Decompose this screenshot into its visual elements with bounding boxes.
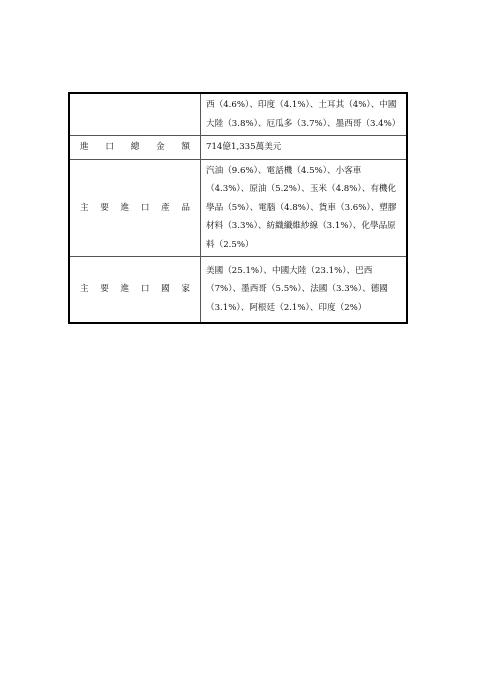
import-statistics-table bbox=[68, 92, 408, 324]
table-row bbox=[69, 136, 407, 160]
main-import-products-label: 主 要 進 口 產 品 bbox=[69, 159, 201, 257]
export-countries-continued: 西（4.6%）、印度（4.1%）、土耳其（4%）、中國大陸（3.8%）、厄瓜多（3.7%）、墨西哥（3.4%） bbox=[201, 93, 408, 136]
table-row bbox=[69, 159, 407, 257]
import-total-value: 714億1,335萬美元 bbox=[201, 136, 408, 160]
main-import-countries-label: 主 要 進 口 國 家 bbox=[69, 257, 201, 323]
row-label bbox=[69, 93, 201, 136]
table-row bbox=[69, 93, 407, 136]
main-import-countries-value: 美國（25.1%）、中國大陸（23.1%）、巴西（7%）、墨西哥（5.5%）、法國（3.3%）、德國（3.1%）、阿根廷（2.1%）、印度（2%） bbox=[201, 257, 408, 323]
table-row bbox=[69, 257, 407, 323]
import-total-label: 進 口 總 金 額 bbox=[69, 136, 201, 160]
main-import-products-value: 汽油（9.6%）、電話機（4.5%）、小客車（4.3%）、原油（5.2%）、玉米（4.8%）、有機化學品（5%）、電腦（4.8%）、貨車（3.6%）、塑膠材料（3.3%）、紡織纖維紗線（3.1%）、化學品原料（2.5%） bbox=[201, 159, 408, 257]
